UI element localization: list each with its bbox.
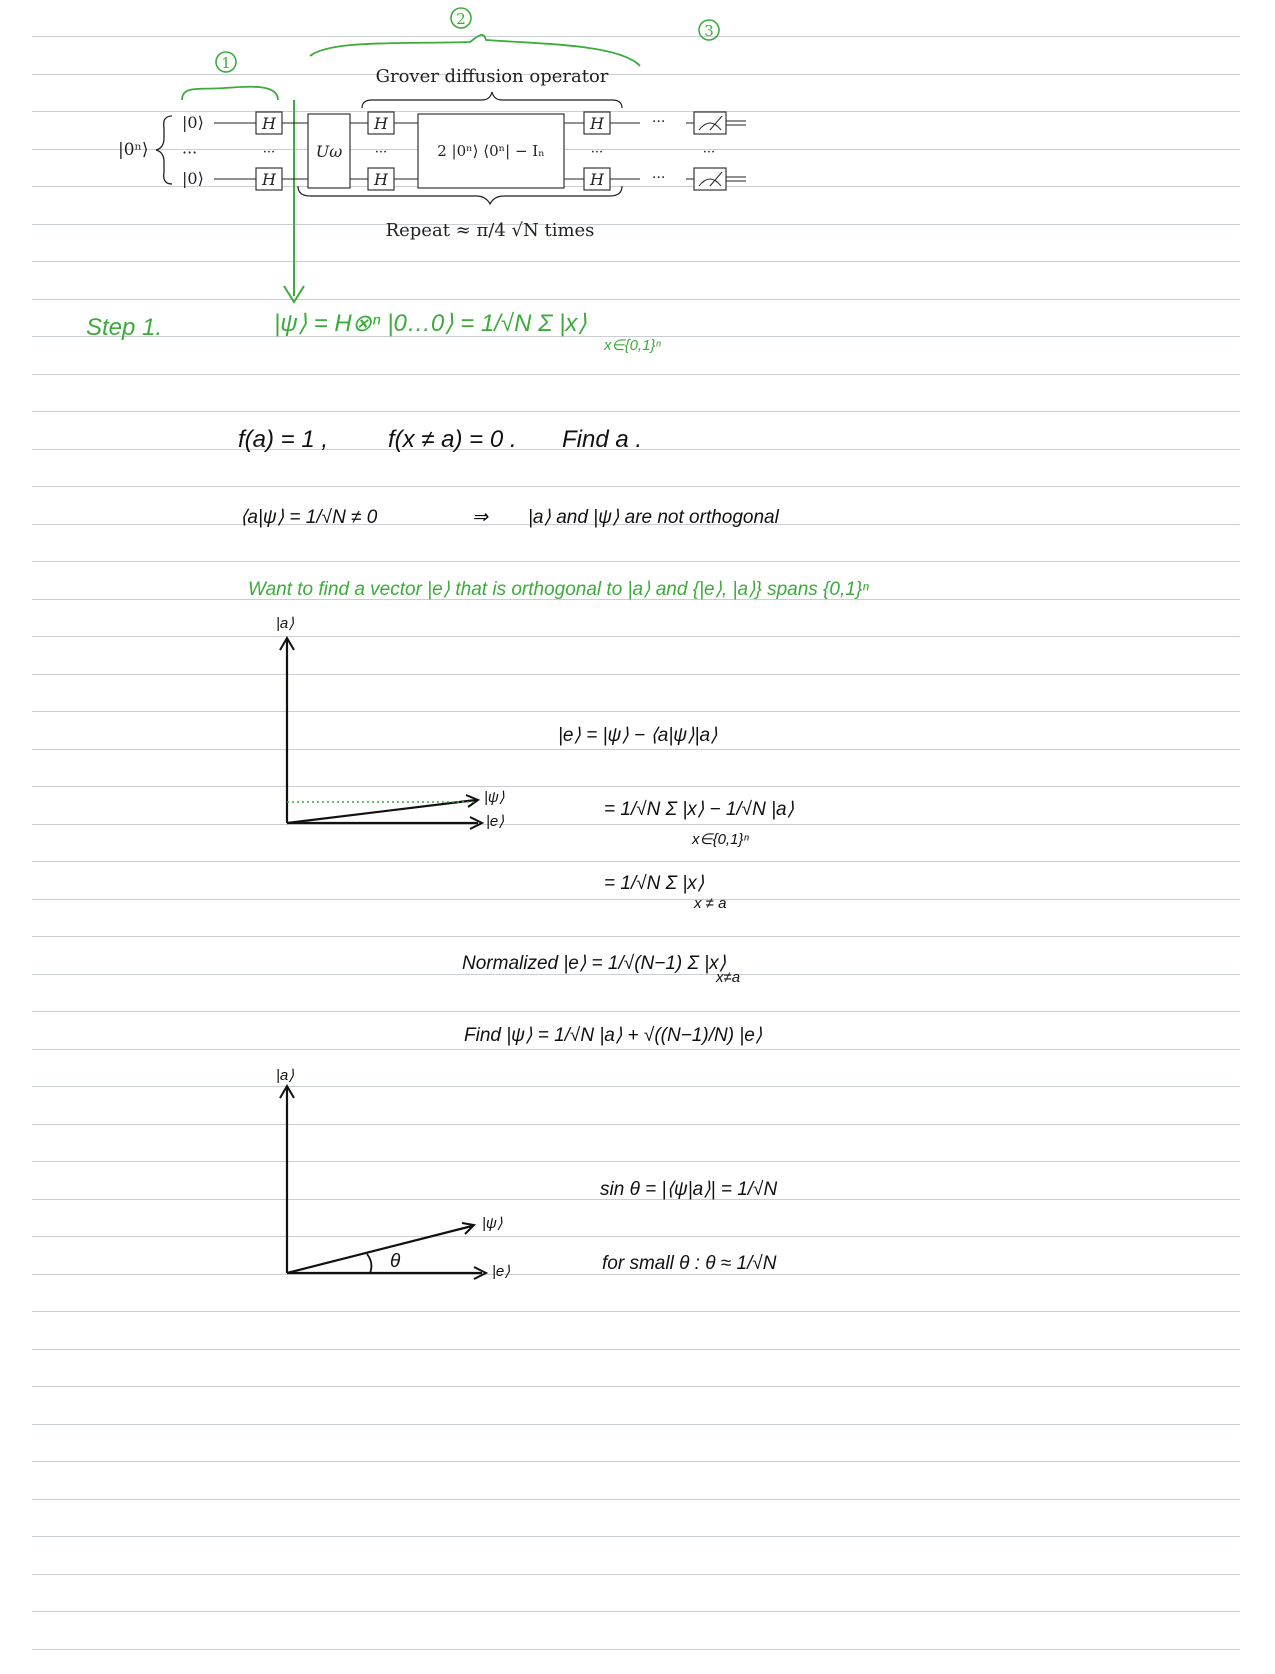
top-graph-psi-vector [287,800,476,823]
oracle-gate-label: Uω [315,142,343,161]
condition-find: Find a . [562,426,643,453]
step1-label: Step 1. [86,314,163,341]
step-marker-3: 3 [704,22,714,40]
h-gate-diff-right-bottom-label: H [590,170,604,189]
h-gate-diff-left-bottom-label: H [374,170,388,189]
ruled-line [32,899,1240,900]
e-line-2: = 1/√N Σ |x⟩ − 1/√N |a⟩ [604,799,795,820]
implies-arrow: ⇒ [472,507,488,528]
condition-fa: f(a) = 1 , [238,426,329,453]
goal-statement: Want to find a vector |e⟩ that is orthogonal to |a⟩ and {|e⟩, |a⟩} spans {0,1}ⁿ [248,579,870,600]
h-gate-initial-bottom-label: H [262,170,276,189]
diffusion-title: Grover diffusion operator [375,66,609,87]
step1-equation: |ψ⟩ = H⊗ⁿ |0…0⟩ = 1/√N Σ |x⟩ [274,310,587,337]
measurement-meter-top [694,112,746,134]
top-graph-y-label: |a⟩ [276,615,295,632]
h-gate-diff-right-top-label: H [590,114,604,133]
ruled-line [32,1424,1240,1425]
green-brace-step-1 [182,87,278,100]
small-theta-approx: for small θ : θ ≈ 1/√N [602,1253,777,1274]
grover-circuit-diagram [0,0,1275,300]
ruled-line [32,1124,1240,1125]
ruled-line [32,861,1240,862]
bottom-graph-angle-arc [367,1254,371,1273]
ruled-line [32,824,1240,825]
repeat-brace [298,186,622,204]
bottom-graph-e-label: |e⟩ [492,1263,511,1280]
h-gate-diff-left-top-label: H [374,114,388,133]
diffusion-brace [362,92,622,108]
overlap-equation: ⟨a|ψ⟩ = 1/√N ≠ 0 [240,507,378,528]
input-label: |0ⁿ⟩ [118,140,149,160]
e-line-3-subscript: x ≠ a [694,895,727,912]
bottom-graph-psi-vector [287,1226,472,1273]
measurement-meter-bottom [694,168,746,190]
ruled-line [32,1649,1240,1650]
sin-theta-equation: sin θ = |⟨ψ|a⟩| = 1/√N [600,1179,778,1200]
repeat-label: Repeat ≈ π/4 √N times [385,220,595,241]
step-marker-1: 1 [221,54,231,72]
find-psi: Find |ψ⟩ = 1/√N |a⟩ + √((N−1)/N) |e⟩ [464,1025,763,1046]
h-gate-initial-dots: ··· [262,145,276,160]
ruled-line [32,1499,1240,1500]
ruled-line [32,749,1240,750]
bottom-graph-psi-label: |ψ⟩ [482,1215,503,1232]
e-line-2-subscript: x∈{0,1}ⁿ [692,831,749,848]
input-brace [156,116,172,184]
repeat-dots-top: ··· [652,114,666,130]
ruled-line [32,711,1240,712]
top-vector-graph [250,615,550,838]
qubit-top-label: |0⟩ [182,113,204,132]
ruled-line [32,1386,1240,1387]
meter-dots: ··· [702,145,716,160]
ruled-line [32,786,1240,787]
normalized-e: Normalized |e⟩ = 1/√(N−1) Σ |x⟩ [462,953,727,974]
bottom-graph-y-label: |a⟩ [276,1067,295,1084]
top-graph-e-label: |e⟩ [486,813,505,830]
ruled-line [32,1536,1240,1537]
overlap-conclusion: |a⟩ and |ψ⟩ are not orthogonal [528,507,779,528]
green-arrow-head [280,284,308,306]
h-gate-diff-right-dots: ··· [590,145,604,160]
ruled-line [32,674,1240,675]
h-gate-initial-top-label: H [262,114,276,133]
h-gate-diff-left-dots: ··· [374,145,388,160]
ruled-line [32,411,1240,412]
condition-fx: f(x ≠ a) = 0 . [388,426,517,453]
normalized-e-subscript: x≠a [716,969,741,986]
ruled-line [32,1574,1240,1575]
ruled-line [32,1311,1240,1312]
step-marker-2: 2 [456,10,466,28]
ruled-line [32,561,1240,562]
ruled-line [32,936,1240,937]
ruled-line [32,1236,1240,1237]
ruled-line [32,1161,1240,1162]
ruled-line [32,636,1240,637]
repeat-dots-bottom: ··· [652,170,666,186]
ruled-line [32,1611,1240,1612]
ruled-line [32,1049,1240,1050]
ruled-line [32,1349,1240,1350]
ruled-line [32,1011,1240,1012]
step1-subscript: x∈{0,1}ⁿ [604,337,661,354]
green-brace-step-2 [310,35,640,66]
ruled-line [32,486,1240,487]
bottom-graph-angle-label: θ [390,1251,401,1272]
ruled-line [32,1086,1240,1087]
top-graph-psi-label: |ψ⟩ [484,789,505,806]
qubit-bottom-label: |0⟩ [182,169,204,188]
e-definition: |e⟩ = |ψ⟩ − ⟨a|ψ⟩|a⟩ [558,725,718,746]
ruled-line [32,374,1240,375]
qubit-dots-label: ··· [182,143,198,162]
e-line-3: = 1/√N Σ |x⟩ [604,873,705,894]
ruled-line [32,1461,1240,1462]
diffusion-block-label: 2 |0ⁿ⟩ ⟨0ⁿ| − Iₙ [437,142,545,160]
